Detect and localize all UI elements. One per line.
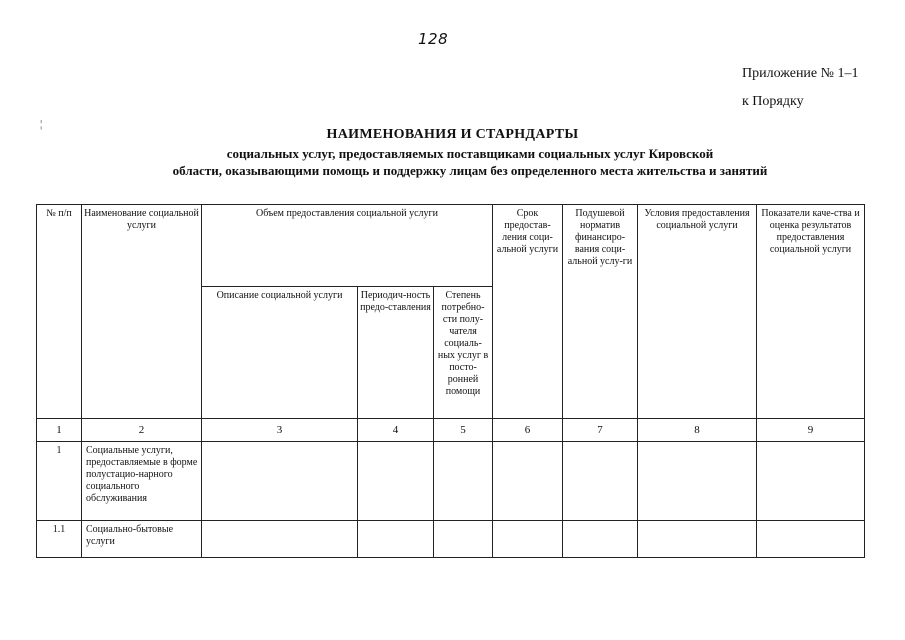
header-num: № п/п [37,205,82,419]
empty-cell [434,521,493,558]
header-degree: Степень потребно-сти полу-чателя социаль-ных услуг в посто-ронней помощи [434,286,493,419]
empty-cell [434,441,493,521]
column-number: 1 [37,419,82,441]
row-service-name: Социальные услуги, предоставляемые в форме полустацио-нарного социального обслуживания [82,441,202,521]
margin-mark: ¦ [40,118,43,130]
document-title: НАИМЕНОВАНИЯ И СТАРНДАРТЫ [326,127,579,142]
empty-cell [638,521,757,558]
column-number: 8 [638,419,757,441]
subtitle-line-1: социальных услуг, предоставляемых поставщиками социальных услуг Кировской [226,146,714,161]
table-row [37,441,865,521]
header-volume: Объем предоставления социальной услуги [202,205,493,287]
header-indicators: Показатели каче-ства и оценка результатов предоставления социальной услуги [757,205,865,419]
row-service-name: Социально-бытовые услуги [82,521,202,558]
header-norm: Подушевой норматив финансиро-вания соци-альной услу-ги [563,205,638,419]
empty-cell [638,441,757,521]
empty-cell [563,521,638,558]
empty-cell [493,521,563,558]
empty-cell [358,441,434,521]
header-service-name: Наименование социальной услуги [82,205,202,419]
empty-cell [563,441,638,521]
header-term: Срок предостав-ления соци-альной услуги [493,205,563,419]
column-number: 6 [493,419,563,441]
page-number: 128 [418,30,449,48]
standards-table [36,204,865,558]
row-number: 1 [37,441,82,521]
row-number: 1.1 [37,521,82,558]
header-periodicity: Периодич-ность предо-ставления [358,286,434,419]
document-subtitle [0,145,905,179]
subtitle-line-2: области, оказывающими помощь и поддержку лицам без определенного места жительства и занятий [172,163,768,178]
table-row [37,521,865,558]
header-conditions: Условия предоставления социальной услуги [638,205,757,419]
order-reference: к Порядку [742,94,804,109]
column-number-row [37,419,865,441]
empty-cell [757,441,865,521]
column-number: 5 [434,419,493,441]
column-number: 3 [202,419,358,441]
header-description: Описание социальной услуги [202,286,358,419]
empty-cell [358,521,434,558]
empty-cell [493,441,563,521]
column-number: 9 [757,419,865,441]
empty-cell [202,521,358,558]
column-number: 7 [563,419,638,441]
empty-cell [757,521,865,558]
appendix-label: Приложение № 1–1 [742,66,859,81]
column-number: 4 [358,419,434,441]
empty-cell [202,441,358,521]
column-number: 2 [82,419,202,441]
